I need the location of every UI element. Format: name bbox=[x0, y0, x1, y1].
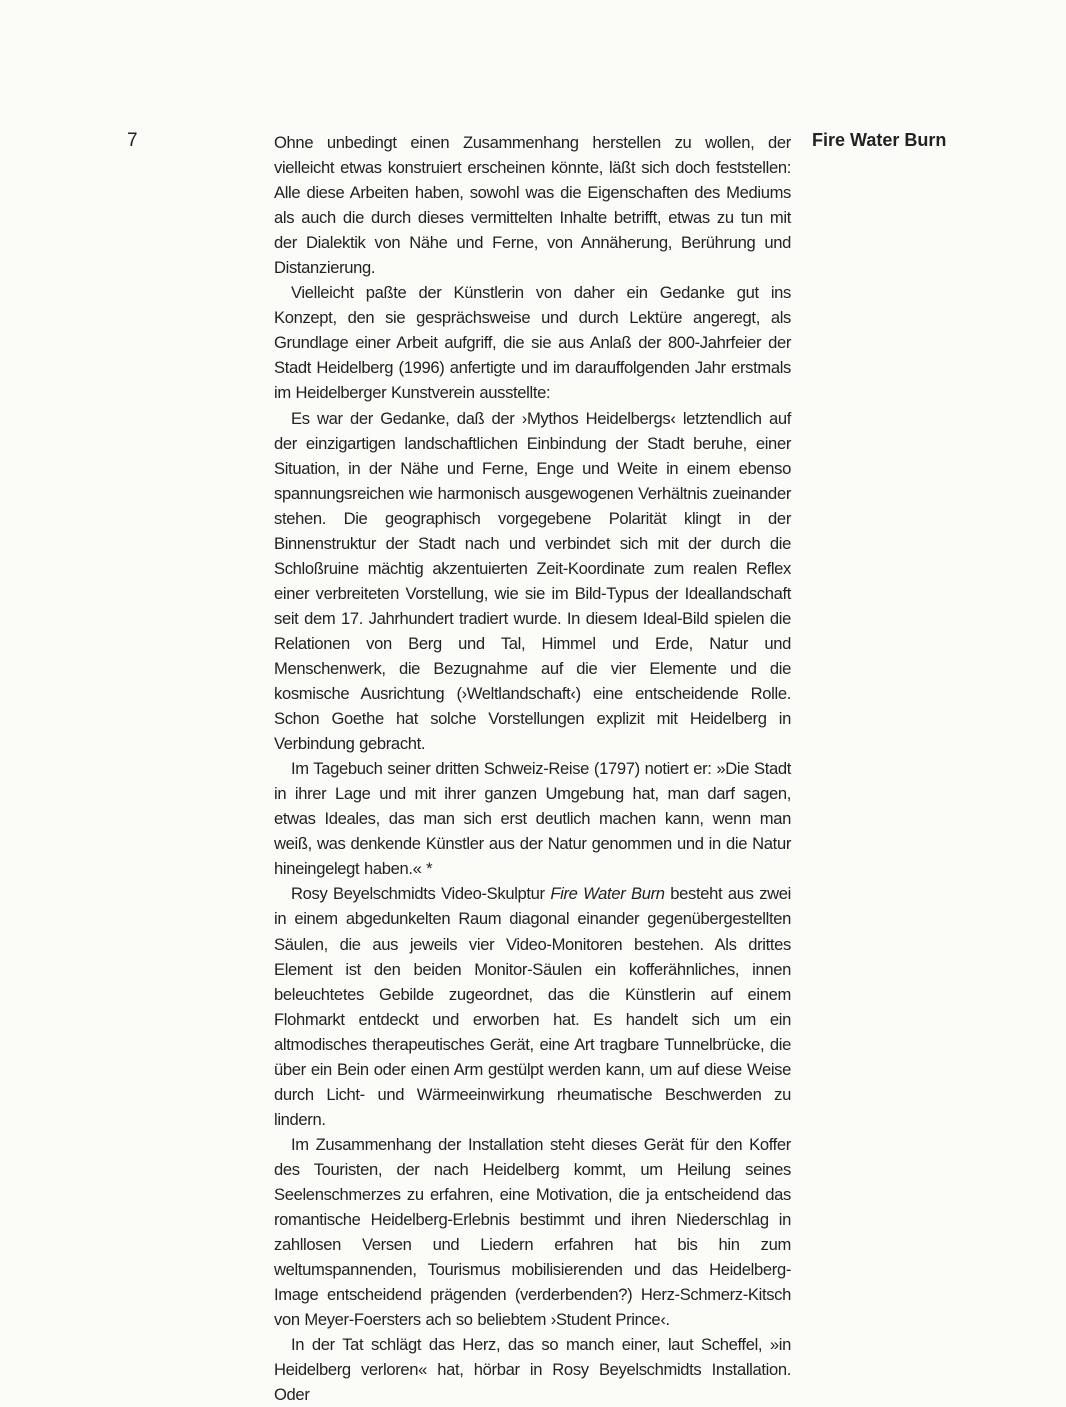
work-title: Fire Water Burn bbox=[550, 884, 665, 904]
running-title: Fire Water Burn bbox=[812, 130, 947, 150]
paragraph-2: Vielleicht paßte der Künstlerin von daher ein Gedanke gut ins Konzept, den sie gesprächsweise und durch Lektüre angeregt, als Grundlage einer Arbeit aufgriff, die sie aus Anlaß der 800-Jahrfeier der Stadt Heidelberg (1996) anfertigte und im darauffolgenden Jahr erstmals im Heidelberger Kunstverein ausstellte: bbox=[274, 283, 791, 403]
paragraph-6: Im Zusammenhang der Installation steht dieses Gerät für den Koffer des Touristen, der nach Heidelberg kommt, um Heilung seines Seelenschmerzes zu erfahren, eine Motivation, die ja entscheidend das romantische Heidelberg-Erlebnis bestimmt und ihren Niederschlag in zahllosen Versen und Liedern erfahren hat bis hin zum weltumspannenden, Tourismus mobilisierenden und das Heidelberg-Image entscheidend prägenden (verderbenden?) Herz-Schmerz-Kitsch von Meyer-Foersters ach so beliebtem ›Student Prince‹. bbox=[274, 1134, 791, 1330]
paragraph-7: In der Tat schlägt das Herz, das so manch einer, laut Scheffel, »in Heidelberg verloren« hat, hörbar in Rosy Beyelschmidts Installation. Oder bbox=[274, 1335, 791, 1405]
paragraph-1: Ohne unbedingt einen Zusammenhang herstellen zu wollen, der vielleicht etwas konstruiert erscheinen könnte, läßt sich doch feststellen: Alle diese Arbeiten haben, sowohl was die Eigenschaften des Mediums als auch die durch dieses vermittelten Inhalte betrifft, etwas zu tun mit der Dialektik von Nähe und Ferne, von Annäherung, Berührung und Distanzierung. bbox=[274, 133, 791, 278]
paragraph-4: Im Tagebuch seiner dritten Schweiz-Reise (1797) notiert er: »Die Stadt in ihrer Lage und mit ihrer ganzen Umgebung hat, man darf sagen, etwas Ideales, das man sich erst deutlich machen kann, wenn man weiß, was denkende Künstler aus der Natur genommen und in die Natur hineingelegt haben.« * bbox=[274, 759, 791, 879]
paragraph-5 bbox=[274, 881, 791, 1131]
paragraph-3: Es war der Gedanke, daß der ›Mythos Heidelbergs‹ letztendlich auf der einzigartigen landschaftlichen Einbindung der Stadt beruhe, einer Situation, in der Nähe und Ferne, Enge und Weite in einem ebenso spannungsreichen wie harmonisch ausgewogenen Verhältnis zueinander stehen. Die geographisch vorgegebene Polarität klingt in der Binnenstruktur der Stadt nach und verbindet sich mit der durch die Schloßruine mächtig akzentuierten Zeit-Koordinate zum realen Reflex einer verbreiteten Vorstellung, wie sie im Bild-Typus der Ideallandschaft seit dem 17. Jahrhundert tradiert wurde. In diesem Ideal-Bild spielen die Relationen von Berg und Tal, Himmel und Erde, Natur und Menschenwerk, die Bezugnahme auf die vier Elemente und die kosmische Ausrichtung (›Weltlandschaft‹) eine entscheidende Rolle. Schon Goethe hat solche Vorstellungen explizit mit Heidelberg in Verbindung gebracht. bbox=[274, 408, 791, 754]
paragraph-5-lead: Rosy Beyelschmidts Video-Skulptur bbox=[291, 884, 551, 904]
page-number: 7 bbox=[127, 130, 138, 151]
paragraph-5-rest: besteht aus zwei in einem abgedunkelten Raum diagonal einander gegenübergestellten Säulen, die aus jeweils vier Video-Monitoren bestehen. Als drittes Element ist den beiden Monitor-Säulen ein kofferähnliches, innen beleuchtetes Gebilde zugeordnet, das die Künstlerin auf einem Flohmarkt entdeckt und erworben hat. Es handelt sich um ein altmodisches therapeutisches Gerät, eine Art tragbare Tunnelbrücke, die über ein Bein oder einen Arm gestülpt werden kann, um auf diese Weise durch Licht- und Wärmeeinwirkung rheumatische Beschwerden zu lindern. bbox=[274, 884, 792, 1129]
body-text bbox=[274, 130, 791, 1407]
